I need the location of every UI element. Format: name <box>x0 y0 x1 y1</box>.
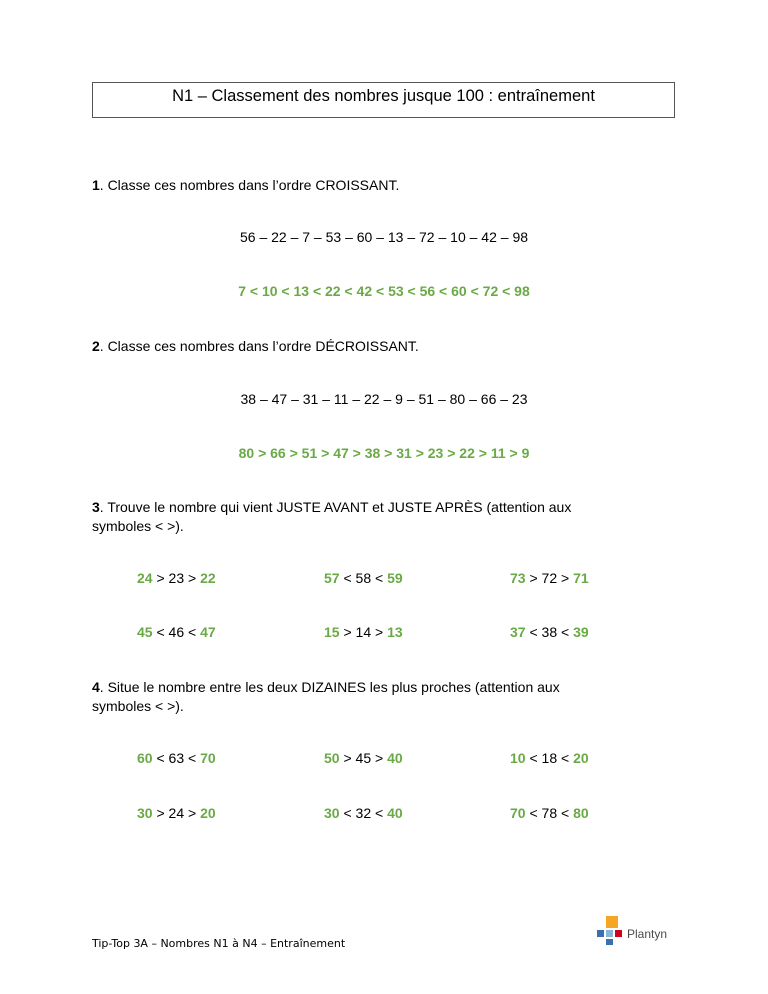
q4-item: 60 < 63 < 70 <box>137 750 216 766</box>
q4-item: 30 < 32 < 40 <box>324 805 403 821</box>
q3-item: 57 < 58 < 59 <box>324 570 403 586</box>
q3-item: 24 > 23 > 22 <box>137 570 216 586</box>
question-2: 2. Classe ces nombres dans l’ordre DÉCROISSANT. <box>92 338 419 354</box>
page-title: N1 – Classement des nombres jusque 100 : entraînement <box>92 82 675 118</box>
footer-text: Tip-Top 3A – Nombres N1 à N4 – Entraînement <box>92 937 346 950</box>
q1-answer: 7 < 10 < 13 < 22 < 42 < 53 < 56 < 60 < 72 < 98 <box>238 283 530 299</box>
q3-item: 45 < 46 < 47 <box>137 624 216 640</box>
q4-item: 10 < 18 < 20 <box>510 750 589 766</box>
q1-numbers: 56 – 22 – 7 – 53 – 60 – 13 – 72 – 10 – 42 – 98 <box>239 229 529 245</box>
q4-item: 70 < 78 < 80 <box>510 805 589 821</box>
plantyn-logo-text: Plantyn <box>627 927 668 941</box>
q2-numbers: 38 – 47 – 31 – 11 – 22 – 9 – 51 – 80 – 66 – 23 <box>240 391 528 407</box>
q3-item: 73 > 72 > 71 <box>510 570 589 586</box>
question-4: 4. Situe le nombre entre les deux DIZAINES les plus proches (attention aux symboles < >). <box>92 679 560 714</box>
question-1: 1. Classe ces nombres dans l’ordre CROISSANT. <box>92 177 400 193</box>
q3-item: 15 > 14 > 13 <box>324 624 403 640</box>
question-3: 3. Trouve le nombre qui vient JUSTE AVANT et JUSTE APRÈS (attention aux symboles < >). <box>92 499 572 534</box>
q2-answer: 80 > 66 > 51 > 47 > 38 > 31 > 23 > 22 > 11 > 9 <box>238 445 530 461</box>
q4-item: 50 > 45 > 40 <box>324 750 403 766</box>
q3-item: 37 < 38 < 39 <box>510 624 589 640</box>
q4-item: 30 > 24 > 20 <box>137 805 216 821</box>
